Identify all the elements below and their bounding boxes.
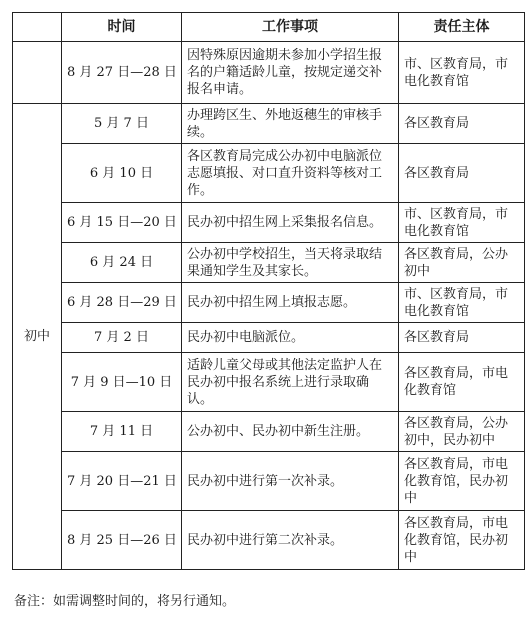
item-cell: 适龄儿童父母或其他法定监护人在民办初中报名系统上进行录取确认。 <box>182 353 399 412</box>
time-cell: 5 月 7 日 <box>62 104 182 144</box>
item-cell: 因特殊原因逾期未参加小学招生报名的户籍适龄儿童，按规定递交补报名申请。 <box>182 42 399 104</box>
time-cell: 8 月 25 日—26 日 <box>62 511 182 570</box>
owner-cell: 各区教育局，市电化教育馆，民办初中 <box>399 511 525 570</box>
owner-cell: 各区教育局，市电化教育馆 <box>399 353 525 412</box>
header-stage <box>13 13 62 42</box>
owner-cell: 各区教育局 <box>399 144 525 203</box>
item-cell: 民办初中进行第一次补录。 <box>182 452 399 511</box>
table-row <box>13 104 525 144</box>
time-cell: 6 月 28 日—29 日 <box>62 283 182 323</box>
header-time: 时间 <box>62 13 182 42</box>
item-cell: 各区教育局完成公办初中电脑派位志愿填报、对口直升资料等核对工作。 <box>182 144 399 203</box>
owner-cell: 各区教育局，市电化教育馆，民办初中 <box>399 452 525 511</box>
time-cell: 6 月 24 日 <box>62 243 182 283</box>
table-row <box>13 452 525 511</box>
time-cell: 6 月 10 日 <box>62 144 182 203</box>
owner-cell: 各区教育局 <box>399 323 525 353</box>
owner-cell: 市、区教育局，市电化教育馆 <box>399 203 525 243</box>
stage-cell: 初中 <box>13 104 62 570</box>
table-row <box>13 412 525 452</box>
time-cell: 7 月 2 日 <box>62 323 182 353</box>
table-row <box>13 243 525 283</box>
table-row <box>13 203 525 243</box>
time-cell: 7 月 9 日—10 日 <box>62 353 182 412</box>
item-cell: 公办初中学校招生，当天将录取结果通知学生及其家长。 <box>182 243 399 283</box>
item-cell: 民办初中电脑派位。 <box>182 323 399 353</box>
table-row <box>13 42 525 104</box>
table-row <box>13 511 525 570</box>
owner-cell: 各区教育局 <box>399 104 525 144</box>
owner-cell: 各区教育局，公办初中 <box>399 243 525 283</box>
owner-cell: 市、区教育局，市电化教育馆 <box>399 283 525 323</box>
header-owner: 责任主体 <box>399 13 525 42</box>
item-cell: 民办初中招生网上填报志愿。 <box>182 283 399 323</box>
table-row <box>13 144 525 203</box>
table-row <box>13 283 525 323</box>
table-row <box>13 323 525 353</box>
time-cell: 8 月 27 日—28 日 <box>62 42 182 104</box>
table-header-row <box>13 13 525 42</box>
item-cell: 民办初中招生网上采集报名信息。 <box>182 203 399 243</box>
footnote: 备注：如需调整时间的，将另行通知。 <box>14 594 236 609</box>
table-row <box>13 353 525 412</box>
time-cell: 7 月 20 日—21 日 <box>62 452 182 511</box>
owner-cell: 各区教育局，公办初中，民办初中 <box>399 412 525 452</box>
document-page <box>12 12 509 570</box>
item-cell: 公办初中、民办初中新生注册。 <box>182 412 399 452</box>
item-cell: 民办初中进行第二次补录。 <box>182 511 399 570</box>
item-cell: 办理跨区生、外地返穗生的审核手续。 <box>182 104 399 144</box>
header-item: 工作事项 <box>182 13 399 42</box>
time-cell: 6 月 15 日—20 日 <box>62 203 182 243</box>
stage-cell-empty <box>13 42 62 104</box>
owner-cell: 市、区教育局，市电化教育馆 <box>399 42 525 104</box>
schedule-table <box>12 12 525 570</box>
time-cell: 7 月 11 日 <box>62 412 182 452</box>
